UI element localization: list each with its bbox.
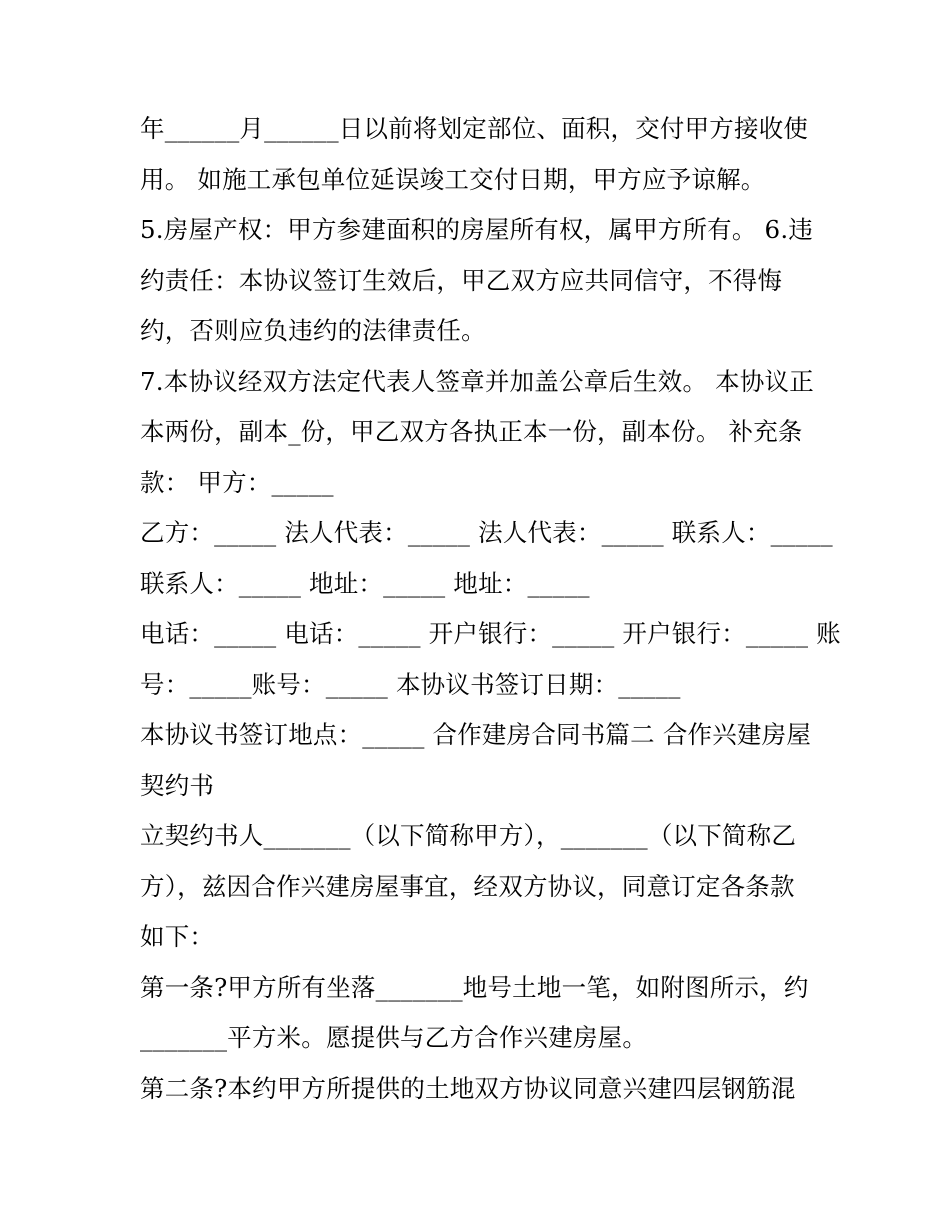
text-line: 方），兹因合作兴建房屋事宜，经双方协议，同意订定各条款 <box>140 871 795 901</box>
text-line: 年______月______日以前将划定部位、面积，交付甲方接收使 <box>140 114 809 143</box>
text-line: 如下： <box>140 922 215 951</box>
text-line: 用。 如施工承包单位延误竣工交付日期，甲方应予谅解。 <box>140 164 766 194</box>
text-line: 号：_____账号：_____ 本协议书签订日期：_____ <box>140 669 681 699</box>
text-line: 款： 甲方：_____ <box>140 467 334 497</box>
text-line: 联系人：_____ 地址：_____ 地址：_____ <box>140 568 590 598</box>
text-line: 本两份，副本_份，甲乙双方各执正本一份，副本份。 补充条 <box>140 417 803 446</box>
text-line: _______平方米。愿提供与乙方合作兴建房屋。 <box>140 1023 648 1052</box>
text-line: 约责任：本协议签订生效后，甲乙双方应共同信守，不得悔 <box>140 265 783 295</box>
text-line: 第一条?甲方所有坐落_______地号土地一笔，如附图所示，约 <box>140 972 809 1002</box>
text-line: 本协议书签订地点：_____ 合作建房合同书篇二 合作兴建房屋 <box>140 720 812 749</box>
text-line: 第二条?本约甲方所提供的土地双方协议同意兴建四层钢筋混 <box>140 1073 796 1103</box>
text-line: 乙方：_____ 法人代表：_____ 法人代表：_____ 联系人：_____ <box>140 518 833 547</box>
text-line: 立契约书人_______（以下简称甲方），_______（以下简称乙 <box>140 821 797 850</box>
text-line: 契约书 <box>140 770 215 800</box>
text-line: 约，否则应负违约的法律责任。 <box>140 316 486 345</box>
text-line: 7.本协议经双方法定代表人签章并加盖公章后生效。 本协议正 <box>140 366 814 396</box>
text-line: 5.房屋产权：甲方参建面积的房屋所有权，属甲方所有。 6.违 <box>140 215 814 244</box>
text-line: 电话：_____ 电话：_____ 开户银行：_____ 开户银行：_____ 账 <box>140 619 841 648</box>
document-page <box>140 104 841 1114</box>
